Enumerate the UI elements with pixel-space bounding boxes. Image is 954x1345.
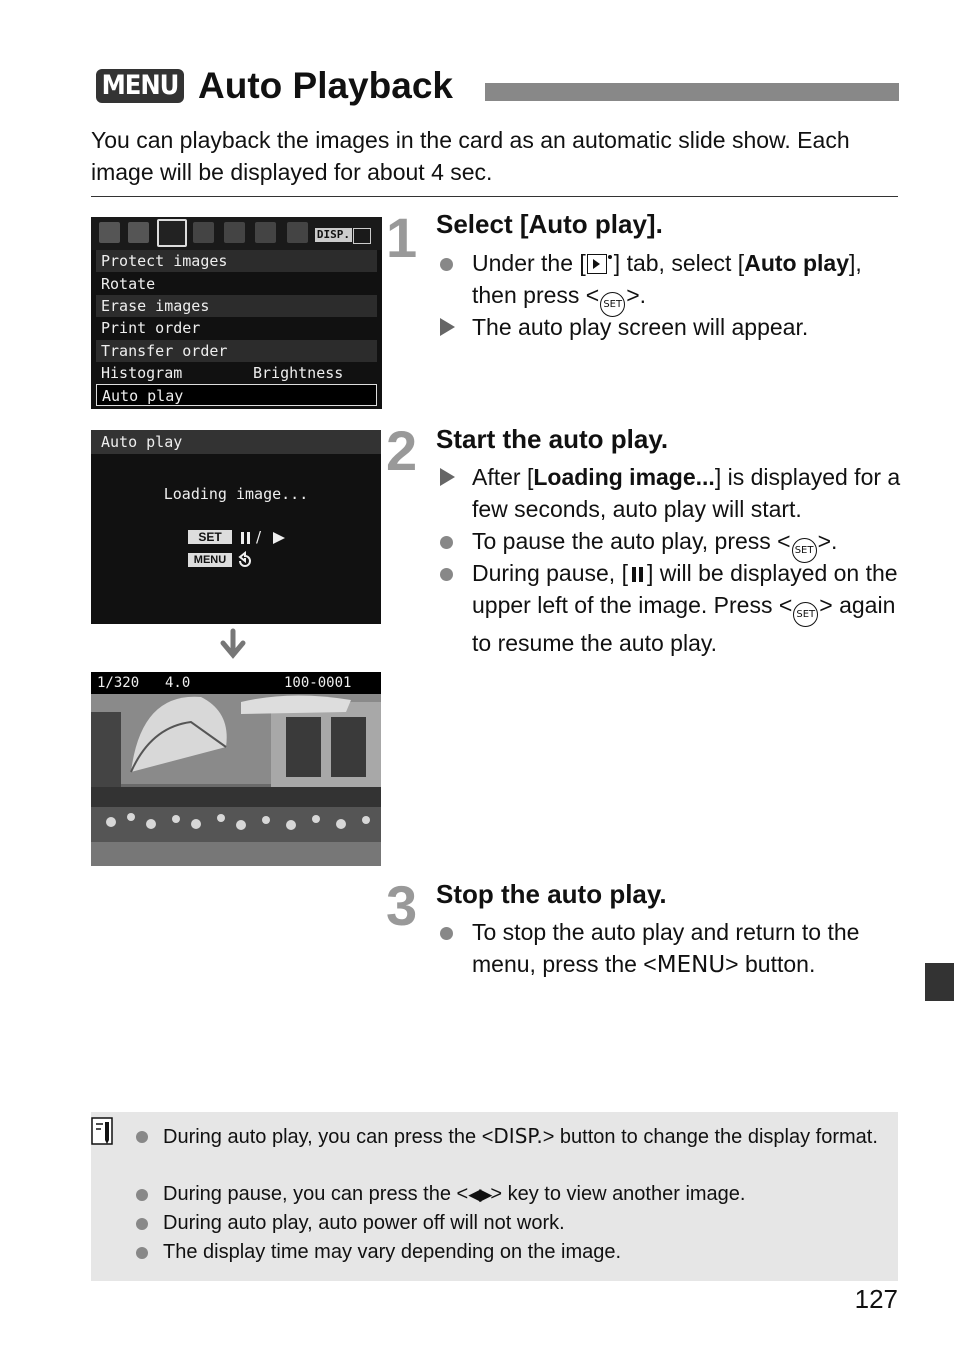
camera-menu-screen bbox=[91, 217, 382, 409]
shutter-speed: 1/320 bbox=[97, 675, 140, 691]
text-part: ] is displayed for a few seconds, auto play will start. bbox=[472, 464, 901, 522]
step-1-item-2-text: The auto play screen will appear. bbox=[472, 314, 809, 340]
menu-key-label: MENU bbox=[188, 553, 232, 567]
cafe-photo-image bbox=[91, 672, 381, 866]
note-item-4 bbox=[136, 1238, 886, 1267]
menu-button-text: MENU bbox=[656, 952, 726, 978]
histogram-value: Brightness bbox=[253, 364, 344, 382]
step-2-number: 2 bbox=[386, 419, 418, 482]
text-part: ] tab, select [ bbox=[613, 250, 745, 276]
menu-row-label: Protect images bbox=[101, 252, 228, 270]
bullet-icon bbox=[136, 1218, 148, 1230]
text-part: During pause, you can press the < bbox=[163, 1183, 469, 1205]
setup-tab-2-icon bbox=[224, 222, 245, 243]
arrow-icon bbox=[440, 311, 458, 344]
return-icon bbox=[236, 551, 254, 569]
menu-row-rotate bbox=[96, 273, 377, 295]
set-button-icon: SET bbox=[600, 292, 625, 317]
bullet-icon bbox=[136, 1247, 148, 1259]
setup-tab-1-icon bbox=[193, 222, 214, 243]
step-2-item-2 bbox=[440, 525, 900, 557]
set-action-separator: / bbox=[256, 528, 262, 546]
photo-info-bar bbox=[91, 672, 381, 694]
text-part: To stop the auto play and return to the menu, press the < bbox=[472, 919, 860, 977]
bullet-icon bbox=[136, 1131, 148, 1143]
bullet-icon bbox=[136, 1189, 148, 1201]
intro-text: You can playback the images in the card as an automatic slide show. Each image will be displayed for about 4 sec. bbox=[91, 127, 850, 185]
note-item-2 bbox=[136, 1180, 886, 1209]
set-button-icon: SET bbox=[792, 538, 817, 563]
text-part: > button. bbox=[725, 951, 816, 977]
menu-row-label: Print order bbox=[101, 319, 201, 337]
step-1-number: 1 bbox=[386, 206, 418, 269]
down-arrow-icon bbox=[218, 627, 248, 661]
step-1-item-1-text bbox=[472, 247, 902, 317]
text-part: During pause, [ bbox=[472, 560, 628, 586]
play-icon bbox=[271, 530, 287, 544]
aperture-value: 4.0 bbox=[165, 675, 191, 691]
step-2-item-3 bbox=[440, 557, 900, 656]
step-3-item-1 bbox=[440, 916, 900, 980]
menu-row-label: Erase images bbox=[101, 297, 210, 315]
step-1-item-2 bbox=[440, 311, 900, 343]
shooting-tab-2-icon bbox=[128, 222, 149, 243]
chapter-tab bbox=[925, 963, 954, 1001]
my-menu-tab-icon bbox=[287, 222, 308, 243]
text-part-bold: Loading image... bbox=[533, 464, 715, 490]
step-1-item-1 bbox=[440, 247, 900, 311]
bullet-icon bbox=[440, 557, 458, 589]
text-part: > key to view another image. bbox=[490, 1183, 746, 1205]
menu-row-erase bbox=[96, 295, 377, 317]
step-3-item-1-text bbox=[472, 916, 902, 981]
set-key-label: SET bbox=[188, 530, 232, 544]
playback-tab-icon bbox=[587, 254, 607, 274]
auto-play-screen bbox=[91, 430, 381, 624]
menu-row-label: Histogram bbox=[101, 364, 183, 382]
note-box bbox=[91, 1112, 898, 1281]
text-part: ] will be displayed on the upper left of the image. Press < bbox=[472, 560, 898, 618]
pause-icon bbox=[239, 530, 253, 544]
note-item-3 bbox=[136, 1209, 886, 1238]
text-part: To pause the auto play, press < bbox=[472, 528, 791, 554]
step-3-title: Stop the auto play. bbox=[436, 879, 667, 909]
text-part: >. bbox=[626, 282, 647, 308]
info-icon bbox=[353, 228, 371, 244]
playback-tab-icon bbox=[157, 219, 187, 247]
step-3-number: 3 bbox=[386, 874, 418, 937]
step-2-title: Start the auto play. bbox=[436, 424, 669, 454]
note-pencil-icon bbox=[91, 1116, 115, 1146]
text-part-bold: Auto play bbox=[744, 250, 849, 276]
text-part: > again to resume the auto play. bbox=[472, 592, 896, 656]
pause-icon bbox=[632, 567, 643, 582]
text-part: During auto play, you can press the < bbox=[163, 1126, 494, 1148]
playback-photo bbox=[91, 672, 381, 866]
menu-row-protect bbox=[96, 250, 377, 272]
bullet-icon bbox=[440, 247, 458, 279]
menu-row-label: Rotate bbox=[101, 275, 156, 293]
note-item-1-text bbox=[163, 1122, 883, 1152]
note-item-3-text: During auto play, auto power off will not work. bbox=[163, 1212, 565, 1234]
arrow-icon bbox=[440, 461, 458, 494]
menu-row-histogram bbox=[96, 362, 377, 384]
loading-text: Loading image... bbox=[163, 485, 309, 503]
note-item-1 bbox=[136, 1122, 886, 1180]
menu-row-auto-play bbox=[96, 384, 377, 406]
menu-badge: MENU bbox=[96, 69, 184, 103]
note-item-4-text: The display time may vary depending on the image. bbox=[163, 1241, 622, 1263]
text-part: ], then press < bbox=[472, 250, 862, 308]
step-2-item-1 bbox=[440, 461, 900, 525]
bullet-icon bbox=[440, 525, 458, 557]
text-part: > button to change the display format. bbox=[542, 1126, 878, 1148]
title-bar-decoration bbox=[485, 83, 899, 101]
bullet-icon bbox=[440, 916, 458, 948]
auto-play-header: Auto play bbox=[91, 430, 381, 454]
text-part: >. bbox=[817, 528, 838, 554]
step-2-item-1-text bbox=[472, 461, 902, 525]
step-1-title: Select [Auto play]. bbox=[436, 209, 663, 239]
menu-row-print-order bbox=[96, 317, 377, 339]
set-button-icon: SET bbox=[793, 602, 818, 627]
text-part: After [ bbox=[472, 464, 534, 490]
disp-button-text: DISP. bbox=[493, 1124, 543, 1148]
menu-row-transfer-order bbox=[96, 340, 377, 362]
file-number: 100-0001 bbox=[284, 675, 352, 691]
setup-tab-3-icon bbox=[255, 222, 276, 243]
shooting-tab-1-icon bbox=[99, 222, 120, 243]
menu-tabs bbox=[91, 217, 382, 250]
step-2-item-3-text bbox=[472, 557, 902, 659]
menu-row-label: Auto play bbox=[102, 387, 184, 405]
header-divider bbox=[91, 196, 898, 197]
note-item-2-text bbox=[163, 1180, 883, 1210]
disp-label: DISP. bbox=[316, 228, 350, 241]
tab-dot-icon bbox=[608, 255, 612, 259]
page-number: 127 bbox=[854, 1284, 898, 1314]
left-right-key-icon: ◀▶ bbox=[468, 1185, 491, 1205]
text-part: Under the [ bbox=[472, 250, 586, 276]
page-title: Auto Playback bbox=[198, 65, 453, 106]
menu-row-label: Transfer order bbox=[101, 342, 228, 360]
